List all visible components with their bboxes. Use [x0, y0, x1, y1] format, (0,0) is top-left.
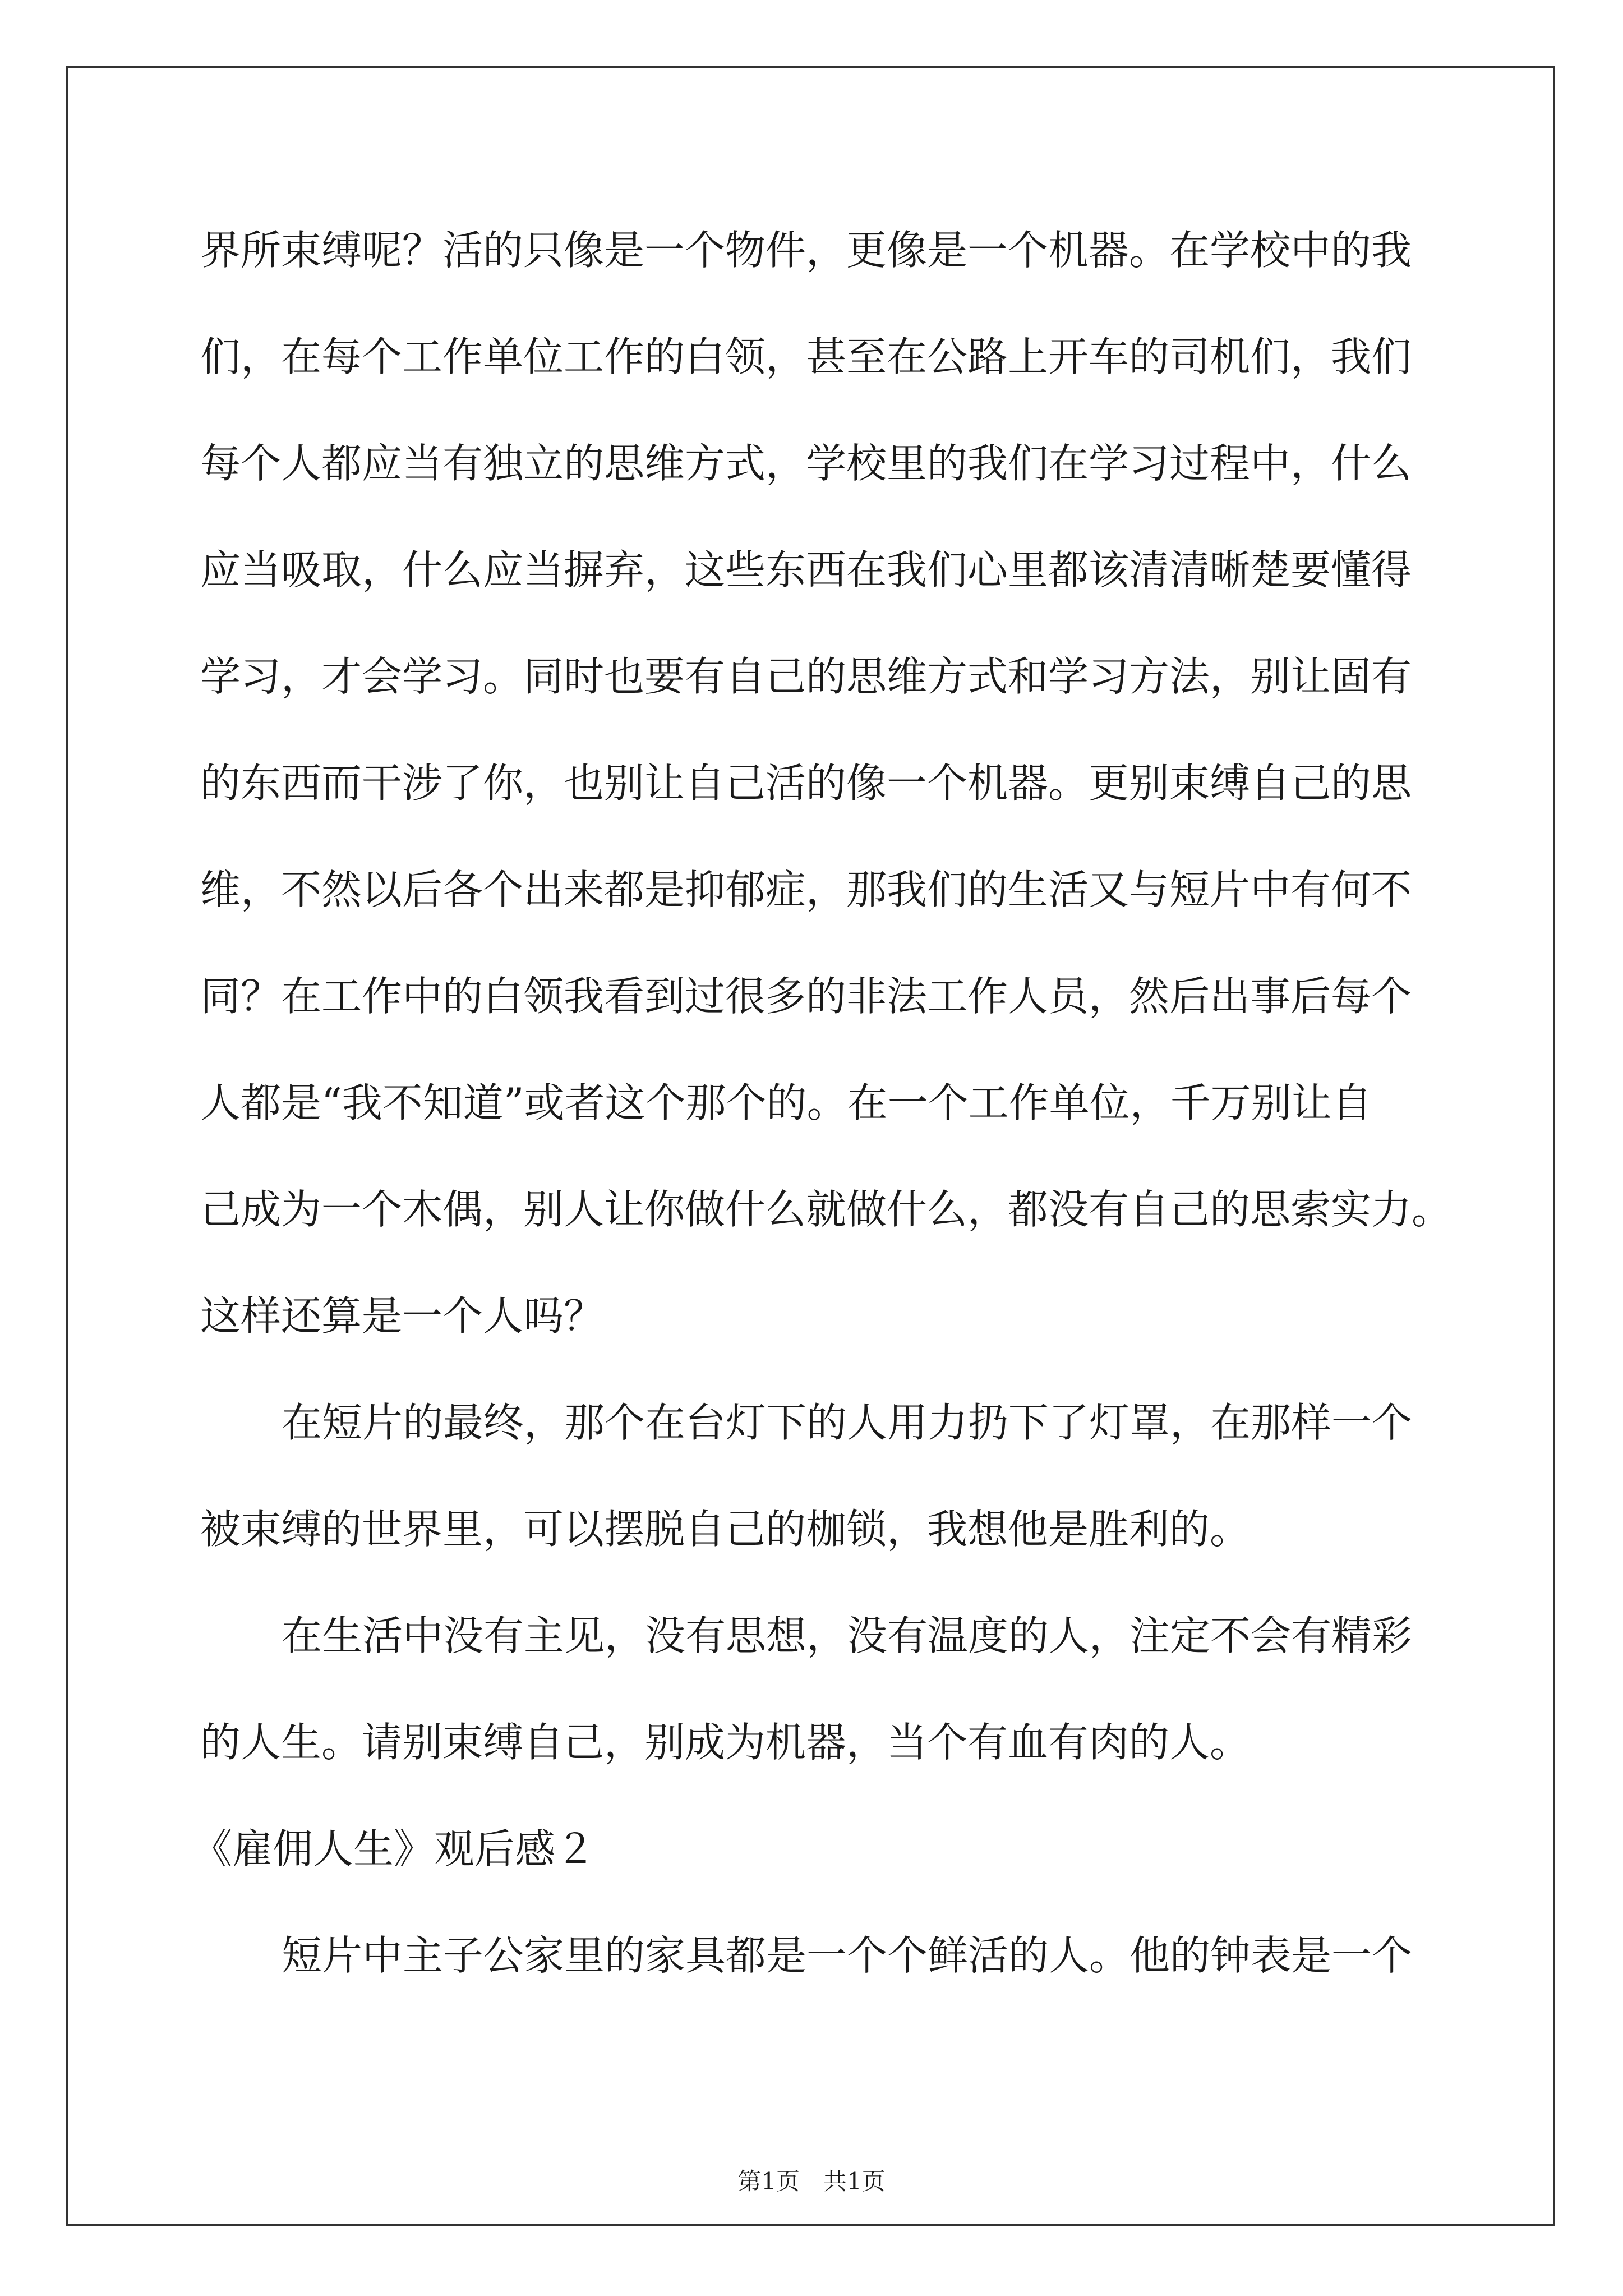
- section-heading: 《雇佣人生》观后感２: [192, 1825, 596, 1872]
- body-text-line: 被束缚的世界里，可以摆脱自己的枷锁，我想他是胜利的。: [200, 1506, 1251, 1553]
- body-text-line: 己成为一个木偶，别人让你做什么就做什么，都没有自己的思索实力。: [200, 1186, 1453, 1233]
- paragraph-first-line: 在生活中没有主见，没有思想，没有温度的人，注定不会有精彩: [282, 1612, 1413, 1659]
- body-text-line: 同？在工作中的白领我看到过很多的非法工作人员，然后出事后每个: [200, 973, 1412, 1020]
- body-text-line: 界所束缚呢？活的只像是一个物件，更像是一个机器。在学校中的我: [200, 227, 1412, 274]
- body-text-line: 这样还算是一个人吗？: [200, 1292, 605, 1340]
- body-text-line: 人都是“我不知道”或者这个那个的。在一个工作单位，千万别让自: [200, 1079, 1372, 1126]
- page-border: [66, 66, 1555, 2226]
- body-text-line: 维，不然以后各个出来都是抑郁症，那我们的生活又与短片中有何不: [200, 866, 1412, 913]
- body-text-line: 学习，才会学习。同时也要有自己的思维方式和学习方法，别让固有: [200, 653, 1412, 700]
- body-text-line: 每个人都应当有独立的思维方式，学校里的我们在学习过程中，什么: [200, 440, 1412, 487]
- body-text-line: 应当吸取，什么应当摒弃，这些东西在我们心里都该清清晰楚要懂得: [200, 546, 1412, 593]
- paragraph-first-line: 短片中主子公家里的家具都是一个个鲜活的人。他的钟表是一个: [282, 1932, 1413, 1979]
- page-number-footer: 第1页 共1页: [737, 2168, 886, 2195]
- body-text-line: 的人生。请别束缚自己，别成为机器，当个有血有肉的人。: [200, 1719, 1251, 1766]
- body-text-line: 们，在每个工作单位工作的白领，甚至在公路上开车的司机们，我们: [200, 333, 1412, 380]
- paragraph-first-line: 在短片的最终，那个在台灯下的人用力扔下了灯罩，在那样一个: [282, 1399, 1413, 1446]
- body-text-line: 的东西而干涉了你，也别让自己活的像一个机器。更别束缚自己的思: [200, 760, 1412, 807]
